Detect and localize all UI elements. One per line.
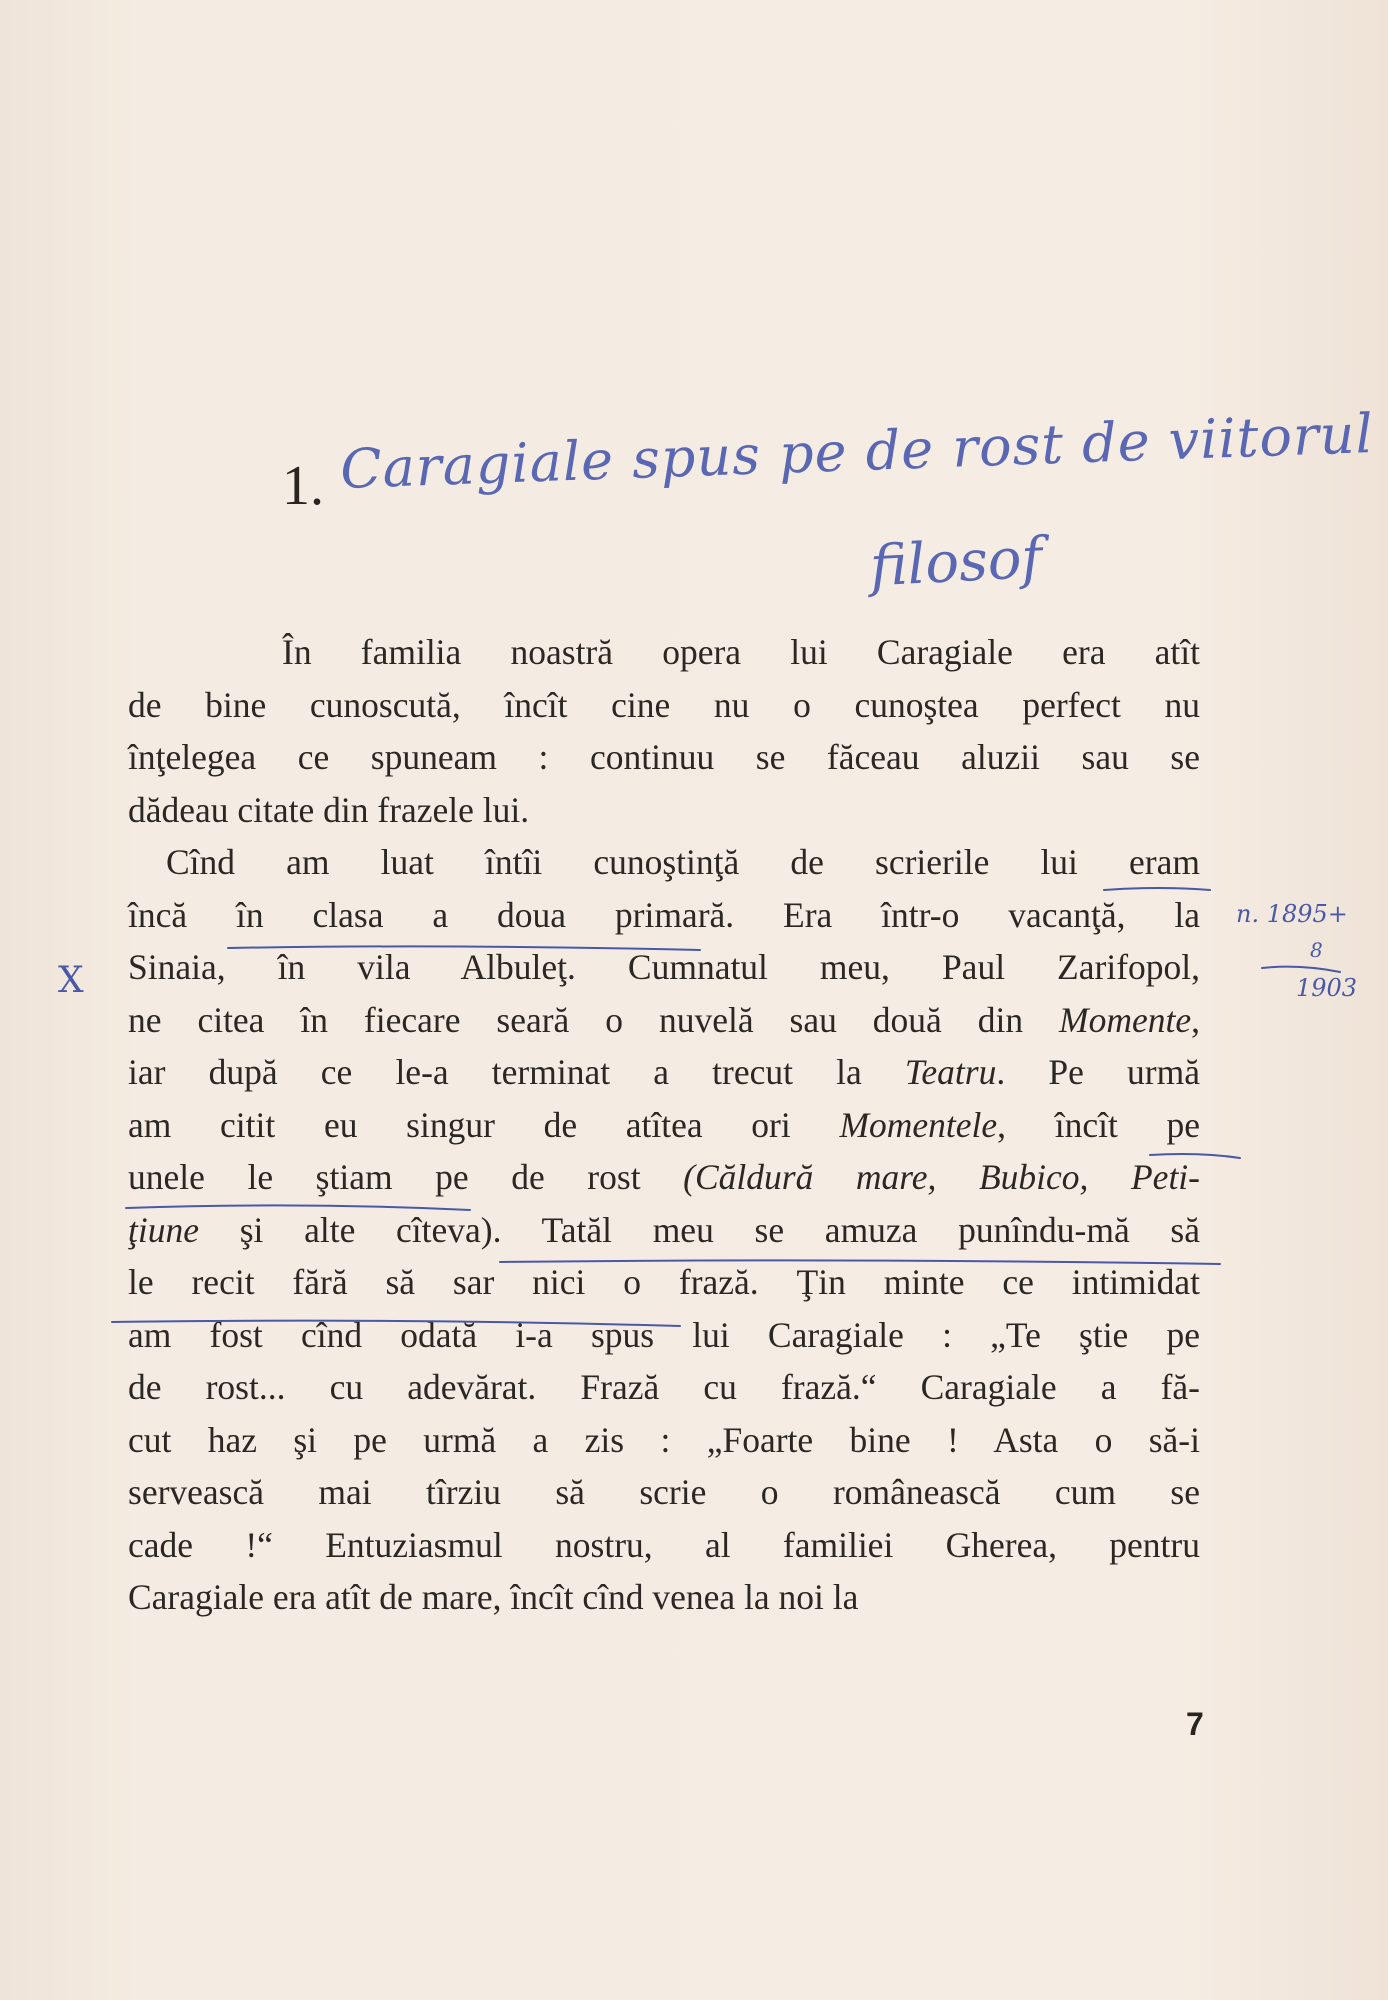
- text-line: unele le ştiam pe de rost (Căldură mare, Bubico, Peti-: [128, 1157, 1200, 1197]
- margin-note-year: 1903: [1296, 974, 1358, 1002]
- text-line: Cînd am luat întîi cunoştinţă de scrierile lui eram: [166, 842, 1200, 882]
- text-line: iar după ce le-a terminat a trecut la Teatru. Pe urmă: [128, 1052, 1200, 1092]
- text-line: Caragiale era atît de mare, încît cînd venea la noi la: [128, 1577, 859, 1617]
- text-line: am fost cînd odată i-a spus lui Caragiale : „Te ştie pe: [128, 1314, 1200, 1355]
- handwritten-chapter-title-line2: filosof: [868, 525, 1044, 600]
- underline-recit: [112, 1321, 680, 1326]
- text-line: de rost... cu adevărat. Frază cu frază.“ Caragiale a fă-: [128, 1367, 1200, 1407]
- text-line: le recit fără să sar nici o frază. Ţin minte ce intimidat: [128, 1262, 1200, 1302]
- text-line: înţelegea ce spuneam : continuu se făceau aluzii sau se: [128, 737, 1200, 777]
- text-line: ţiune şi alte cîteva). Tatăl meu se amuza punîndu-mă să: [128, 1209, 1200, 1250]
- note-fraction-line: [1262, 967, 1340, 972]
- text-line: cut haz şi pe urmă a zis : „Foarte bine ! Asta o să-i: [128, 1419, 1200, 1460]
- text-line: ne citea în fiecare seară o nuvelă sau două din Momente,: [128, 999, 1200, 1040]
- underline-stiam: [126, 1205, 470, 1210]
- underline-pe: [1150, 1154, 1240, 1158]
- underline-clasa: [228, 946, 700, 950]
- underline-amuza: [500, 1260, 1220, 1264]
- text-line: am citit eu singur de atîtea ori Momentele, încît pe: [128, 1104, 1201, 1145]
- text-line: servească mai tîrziu să scrie o românească cum se: [128, 1472, 1200, 1512]
- margin-note-age: 8: [1310, 938, 1323, 962]
- page-number: 7: [1186, 1706, 1204, 1742]
- text-line: de bine cunoscută, încît cine nu o cunoştea perfect nu: [128, 684, 1200, 725]
- text-line: cade !“ Entuziasmul nostru, al familiei Gherea, pentru: [128, 1524, 1200, 1565]
- text-line: Sinaia, în vila Albuleţ. Cumnatul meu, Paul Zarifopol,: [128, 947, 1200, 987]
- handwritten-chapter-title: Caragiale spus pe de rost de viitorul: [339, 401, 1375, 502]
- chapter-number: 1.: [282, 455, 324, 517]
- text-line: În familia noastră opera lui Caragiale era atît: [282, 632, 1200, 672]
- underline-eram: [1104, 888, 1210, 890]
- text-line: dădeau citate din frazele lui.: [128, 789, 530, 830]
- text-line: încă în clasa a doua primară. Era într-o vacanţă, la: [128, 894, 1200, 935]
- margin-note-birth: n. 1895+: [1236, 900, 1348, 928]
- margin-cross-mark: X: [58, 960, 84, 1001]
